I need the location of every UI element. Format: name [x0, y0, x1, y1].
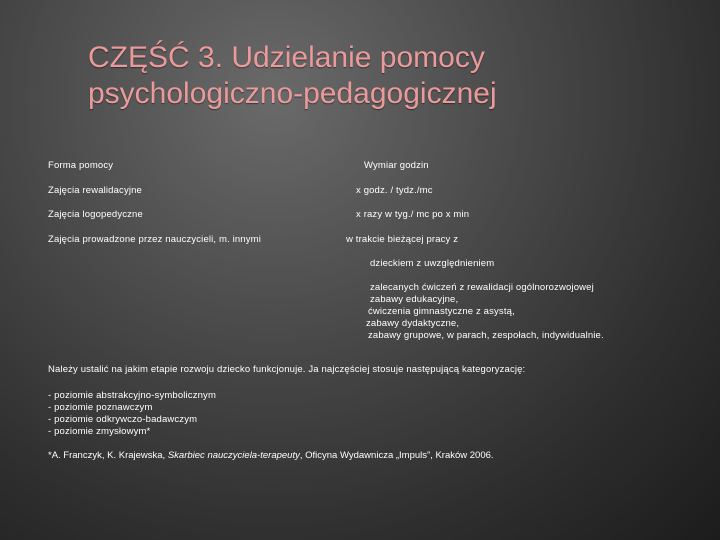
level-item: - poziomie odkrywczo-badawczym	[48, 414, 198, 425]
table-header-hours: Wymiar godzin	[364, 160, 429, 171]
footnote-authors: *A. Franczyk, K. Krajewska,	[48, 450, 168, 461]
continuation-line: zabawy grupowe, w parach, zespołach, indywidualnie.	[368, 330, 604, 341]
continuation-line: zabawy edukacyjne,	[370, 294, 459, 305]
level-item: - poziomie poznawczym	[48, 402, 153, 413]
row-hours-rewalidacyjne: x godz. / tydz./mc	[356, 185, 433, 196]
continuation-line: zalecanych ćwiczeń z rewalidacji ogólnorozwojowej	[370, 282, 594, 293]
continuation-line: ćwiczenia gimnastyczne z asystą,	[368, 306, 515, 317]
level-item: - poziomie zmysłowym*	[48, 426, 151, 437]
row-hours-nauczyciele: w trakcie bieżącej pracy z	[346, 234, 459, 245]
slide-title: CZĘŚĆ 3. Udzielanie pomocy psychologiczno-pedagogicznej	[88, 41, 497, 110]
paragraph-text: Należy ustalić na jakim etapie rozwoju dziecko funkcjonuje. Ja najczęściej stosuje następującą kategoryzację:	[48, 364, 526, 375]
row-form-nauczyciele: Zajęcia prowadzone przez nauczycieli, m. innymi	[48, 234, 261, 245]
row-form-logopedyczne: Zajęcia logopedyczne	[48, 209, 143, 220]
row-form-rewalidacyjne: Zajęcia rewalidacyjne	[48, 185, 142, 196]
continuation-line: dzieckiem z uwzględnieniem	[370, 258, 495, 269]
footnote-book-title: Skarbiec nauczyciela-terapeuty	[167, 450, 300, 461]
footnote	[48, 450, 494, 461]
continuation-line: zabawy dydaktyczne,	[366, 318, 460, 329]
row-hours-logopedyczne: x razy w tyg./ mc po x min	[356, 209, 470, 220]
footnote-publisher: , Oficyna Wydawnicza „Impuls”, Kraków 2006.	[299, 450, 494, 461]
level-item: - poziomie abstrakcyjno-symbolicznym	[48, 390, 217, 401]
table-header-form: Forma pomocy	[48, 160, 114, 171]
